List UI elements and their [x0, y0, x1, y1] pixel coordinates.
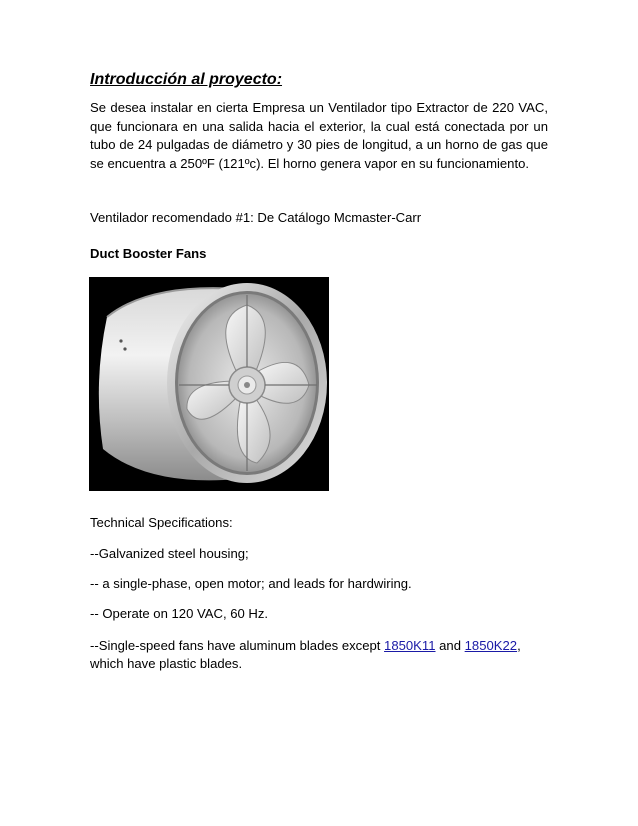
recommended-fan-text: Ventilador recomendado #1: De Catálogo Mcmaster-Carr — [90, 210, 422, 225]
spec-blades-text-end: , which have plastic blades. — [90, 638, 521, 671]
specs-heading: Technical Specifications: — [90, 515, 233, 530]
duct-booster-fan-image — [89, 277, 329, 491]
product-title: Duct Booster Fans — [90, 246, 207, 261]
spec-blades-text-and: and — [435, 638, 465, 653]
spec-voltage: -- Operate on 120 VAC, 60 Hz. — [90, 606, 269, 621]
part-link-1850k22[interactable]: 1850K22 — [464, 638, 518, 653]
section-heading: Introducción al proyecto: — [90, 71, 283, 88]
spec-housing: --Galvanized steel housing; — [90, 546, 249, 561]
part-link-1850k11[interactable]: 1850K11 — [384, 638, 436, 653]
spec-motor: -- a single-phase, open motor; and leads for hardwiring. — [90, 576, 412, 591]
spec-blades-text-start: --Single-speed fans have aluminum blades except — [90, 638, 385, 653]
spec-blades — [90, 637, 550, 672]
intro-paragraph: Se desea instalar en cierta Empresa un Ventilador tipo Extractor de 220 VAC, que funcionara en una salida hacia el exterior, la cual está conectada por un tubo de 24 pulgadas de diámetro y 30 pies de longitud, a un horno de gas que se encuentra a 250ºF (121ºc). El horno genera vapor en su funcionamiento. — [90, 100, 548, 171]
